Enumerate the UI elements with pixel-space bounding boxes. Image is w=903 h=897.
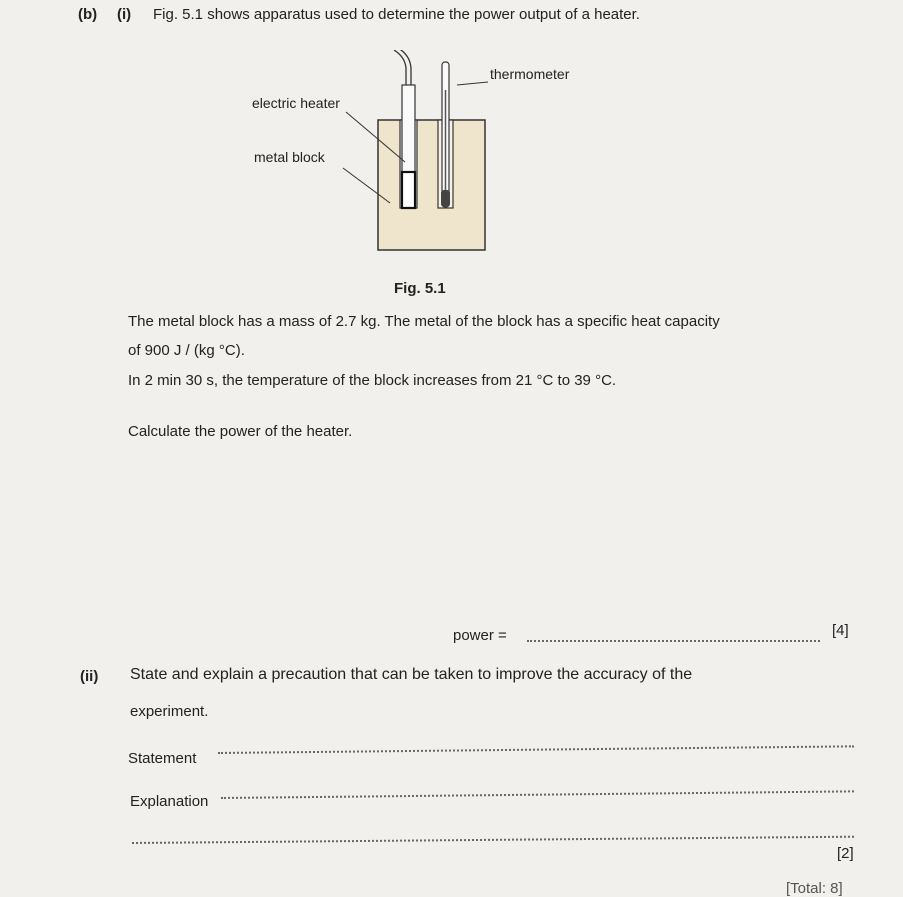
apparatus-diagram [230, 50, 630, 265]
instruction-text: Calculate the power of the heater. [128, 423, 353, 440]
explanation-label: Explanation [130, 793, 209, 810]
figure-caption: Fig. 5.1 [394, 280, 446, 297]
statement-label: Statement [128, 750, 197, 767]
heater-element [402, 172, 415, 208]
intro-text: Fig. 5.1 shows apparatus used to determine the power output of a heater. [153, 6, 640, 23]
text-line-1: The metal block has a mass of 2.7 kg. The metal of the block has a specific heat capacity [128, 313, 720, 330]
power-label: power = [453, 627, 507, 644]
electric-heater-label: electric heater [252, 95, 340, 111]
marks-2: [2] [837, 845, 854, 862]
part2-line-2: experiment. [130, 703, 209, 720]
explanation-line-1[interactable] [221, 790, 854, 799]
thermometer-label: thermometer [490, 66, 570, 82]
thermometer-bulb [441, 190, 450, 207]
metal-block-label: metal block [254, 149, 325, 165]
total-marks: [Total: 8] [786, 880, 843, 897]
sub-label-i: (i) [117, 6, 132, 23]
text-line-3: In 2 min 30 s, the temperature of the block increases from 21 °C to 39 °C. [128, 372, 617, 389]
text-line-2: of 900 J / (kg °C). [128, 342, 245, 359]
thermometer-leader [457, 82, 488, 85]
marks-4: [4] [832, 622, 849, 639]
explanation-line-2[interactable] [132, 836, 854, 844]
statement-line[interactable] [218, 745, 854, 754]
sub-label-ii: (ii) [80, 668, 99, 685]
heater-wire-left [394, 50, 406, 85]
part2-line-1: State and explain a precaution that can be taken to improve the accuracy of the [130, 666, 693, 683]
power-answer-line[interactable] [527, 640, 820, 642]
metal-block-shape [378, 120, 485, 250]
part-label: (b) [78, 6, 98, 23]
